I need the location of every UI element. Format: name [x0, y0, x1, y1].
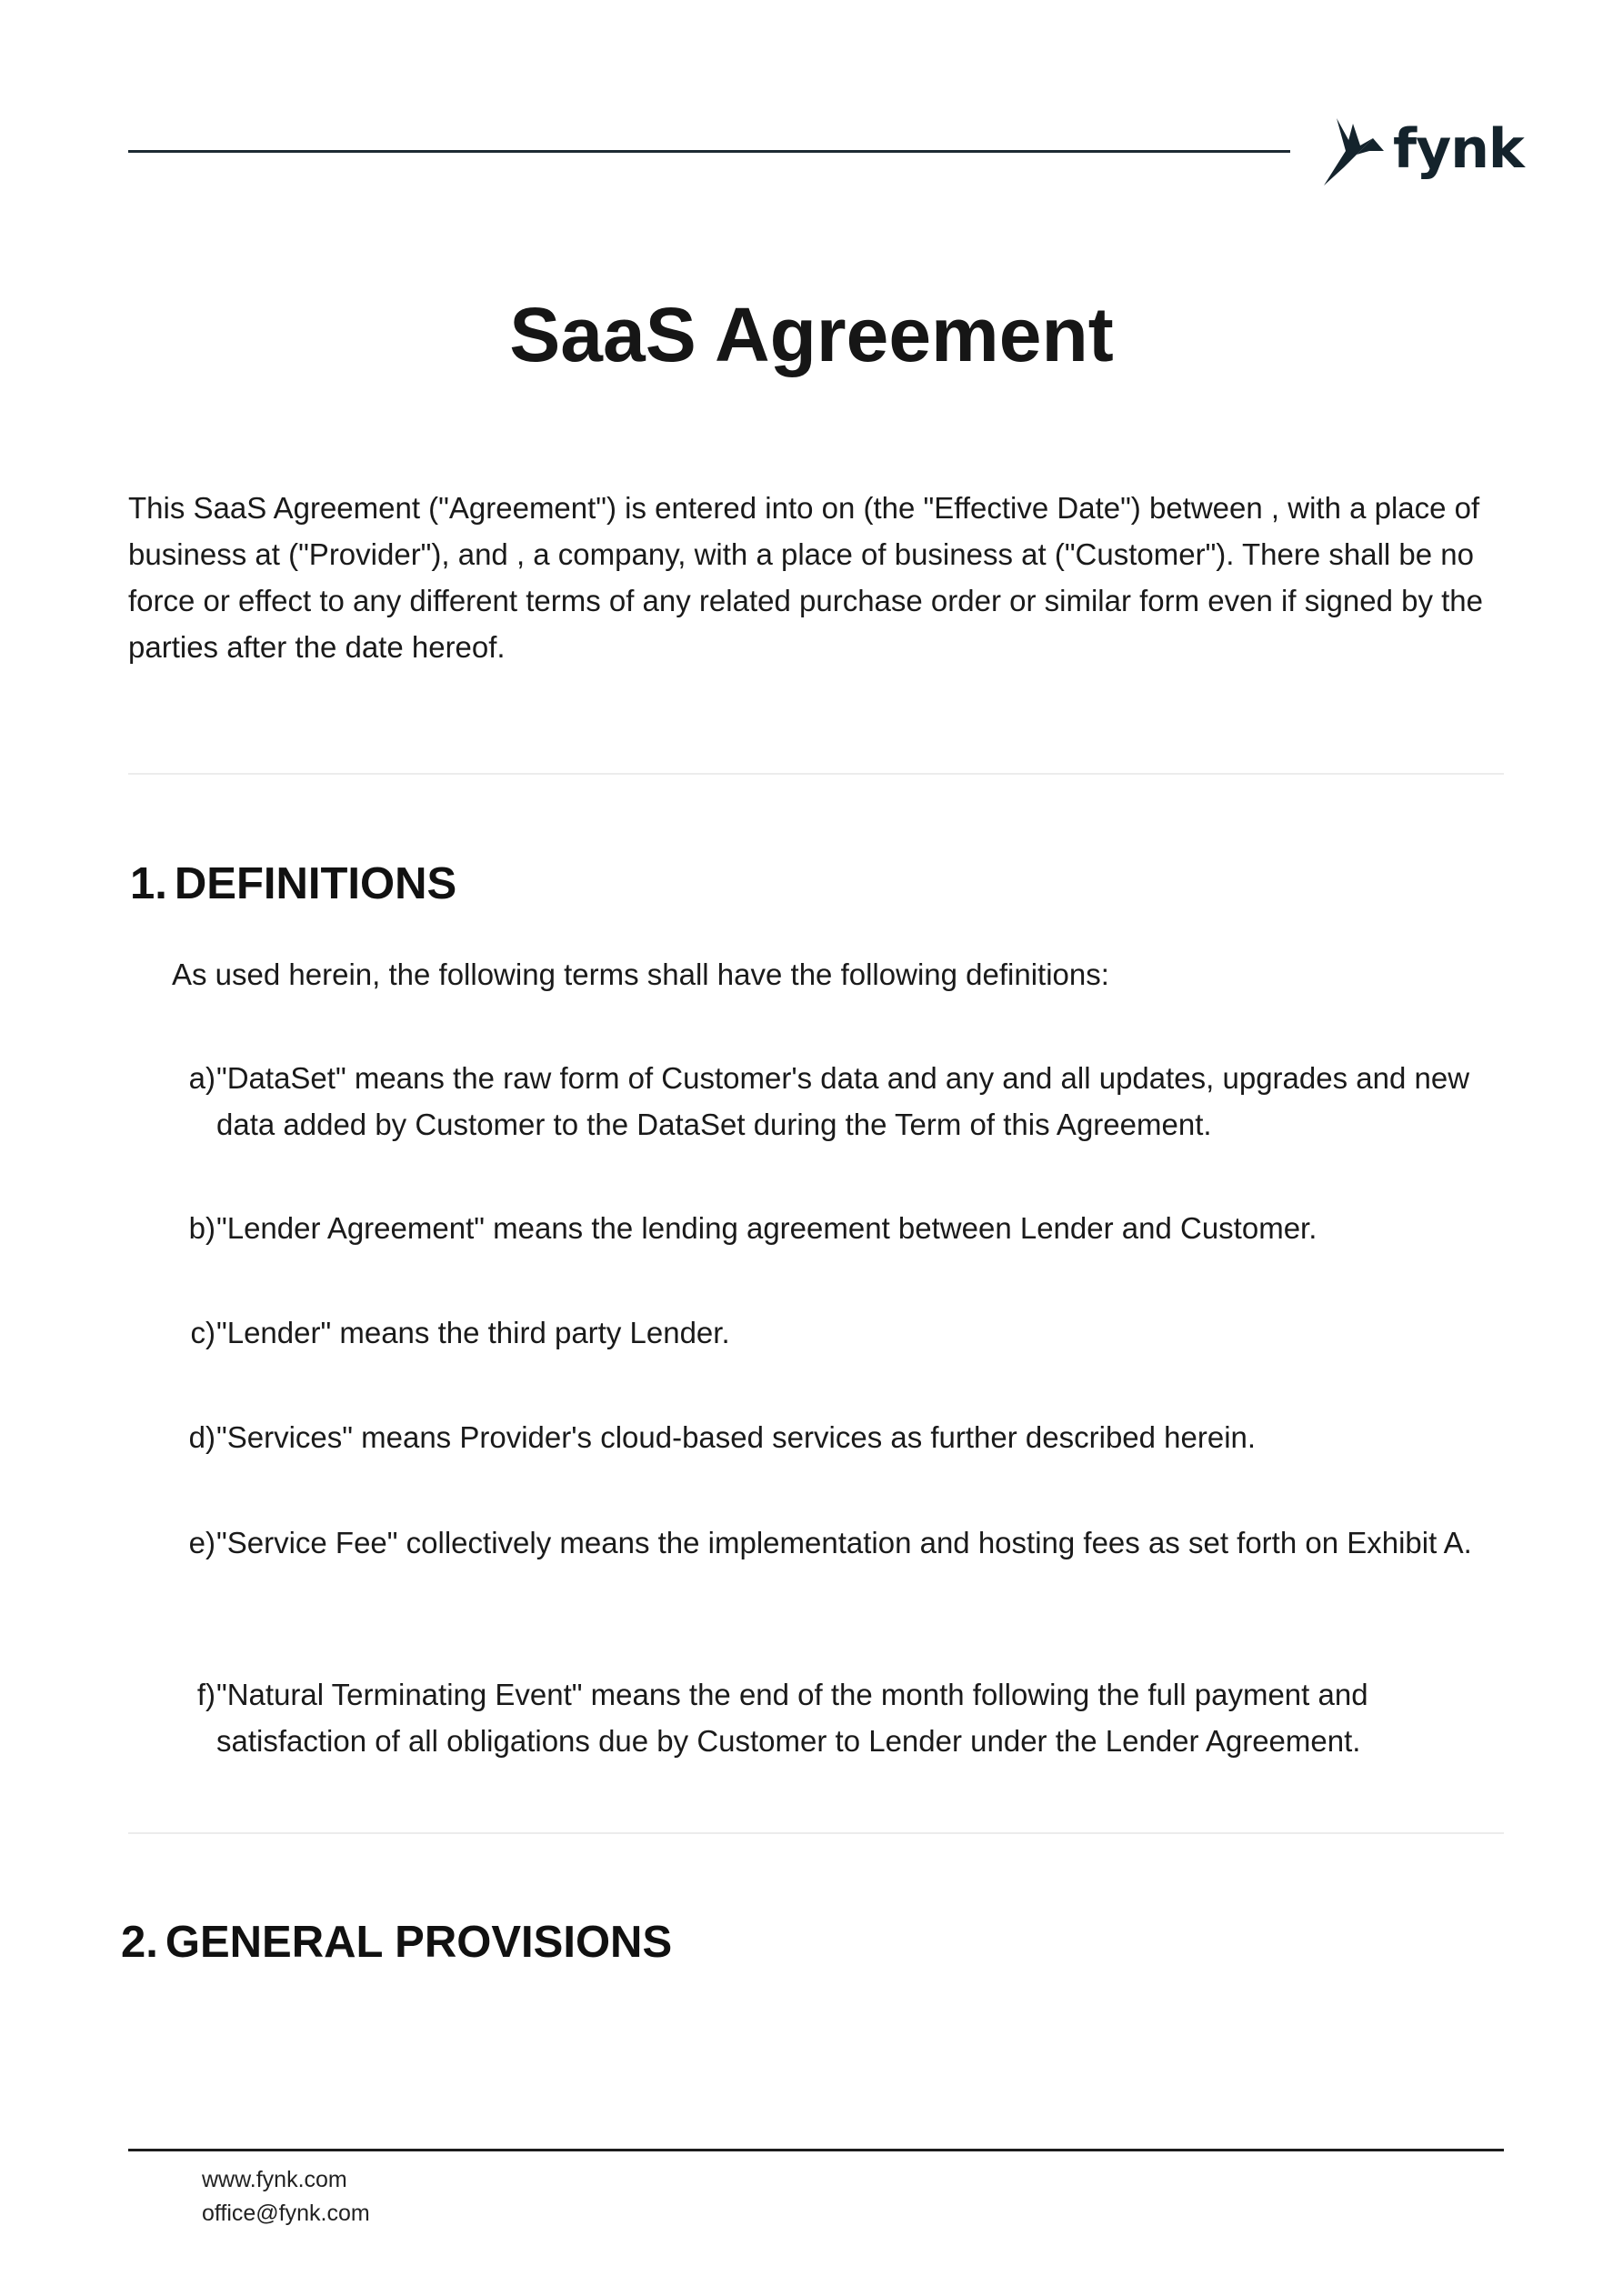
definition-item	[172, 1414, 1508, 1460]
item-marker: d)	[188, 1420, 215, 1454]
logo-text: fynk	[1393, 117, 1524, 181]
definition-item	[172, 1519, 1508, 1566]
item-marker: a)	[188, 1061, 215, 1095]
section-number: 1.	[130, 859, 167, 908]
footer-website: www.fynk.com	[202, 2167, 347, 2192]
item-text: "Lender Agreement" means the lending agreement between Lender and Customer.	[216, 1211, 1317, 1245]
item-marker: b)	[188, 1211, 215, 1245]
item-text: "Natural Terminating Event" means the end of the month following the full payment and satisfaction of all obligations due by Customer to Lender under the Lender Agreement.	[216, 1678, 1368, 1758]
section-title: GENERAL PROVISIONS	[165, 1918, 673, 1967]
definition-item	[172, 1671, 1508, 1764]
item-text: "Service Fee" collectively means the implementation and hosting fees as set forth on Exhibit A.	[216, 1526, 1472, 1559]
bird-icon	[1320, 115, 1391, 191]
section-title: DEFINITIONS	[174, 859, 457, 908]
item-marker: e)	[188, 1526, 215, 1559]
footer-rule	[128, 2149, 1504, 2151]
section-heading-general-provisions	[121, 1919, 672, 1968]
header-rule	[128, 150, 1290, 153]
document-title: SaaS Agreement	[509, 292, 1114, 377]
intro-paragraph: This SaaS Agreement ("Agreement") is entered into on (the "Effective Date") between , with a place of business at ("Provider"), and , a company, with a place of business at ("Customer"). There shall be no force or effect to any different terms of any related purchase order or similar form even if signed by the parties after the date hereof.	[128, 491, 1484, 664]
section-number: 2.	[121, 1918, 158, 1967]
item-text: "Services" means Provider's cloud-based services as further described herein.	[216, 1420, 1257, 1454]
footer-email: office@fynk.com	[202, 2201, 370, 2226]
definition-item	[172, 1309, 1508, 1356]
section-divider	[128, 1832, 1504, 1834]
definition-item	[172, 1205, 1508, 1251]
section-heading-definitions	[130, 860, 456, 909]
fynk-logo	[1320, 115, 1524, 191]
item-marker: f)	[196, 1678, 215, 1711]
item-text: "DataSet" means the raw form of Customer's data and any and all updates, upgrades and new data added by Customer to the DataSet during the Term of this Agreement.	[216, 1061, 1470, 1141]
section-divider	[128, 773, 1504, 775]
definition-item	[172, 1055, 1508, 1148]
item-text: "Lender" means the third party Lender.	[216, 1316, 730, 1349]
definitions-lead: As used herein, the following terms shall have the following definitions:	[172, 958, 1109, 991]
item-marker: c)	[190, 1316, 215, 1349]
